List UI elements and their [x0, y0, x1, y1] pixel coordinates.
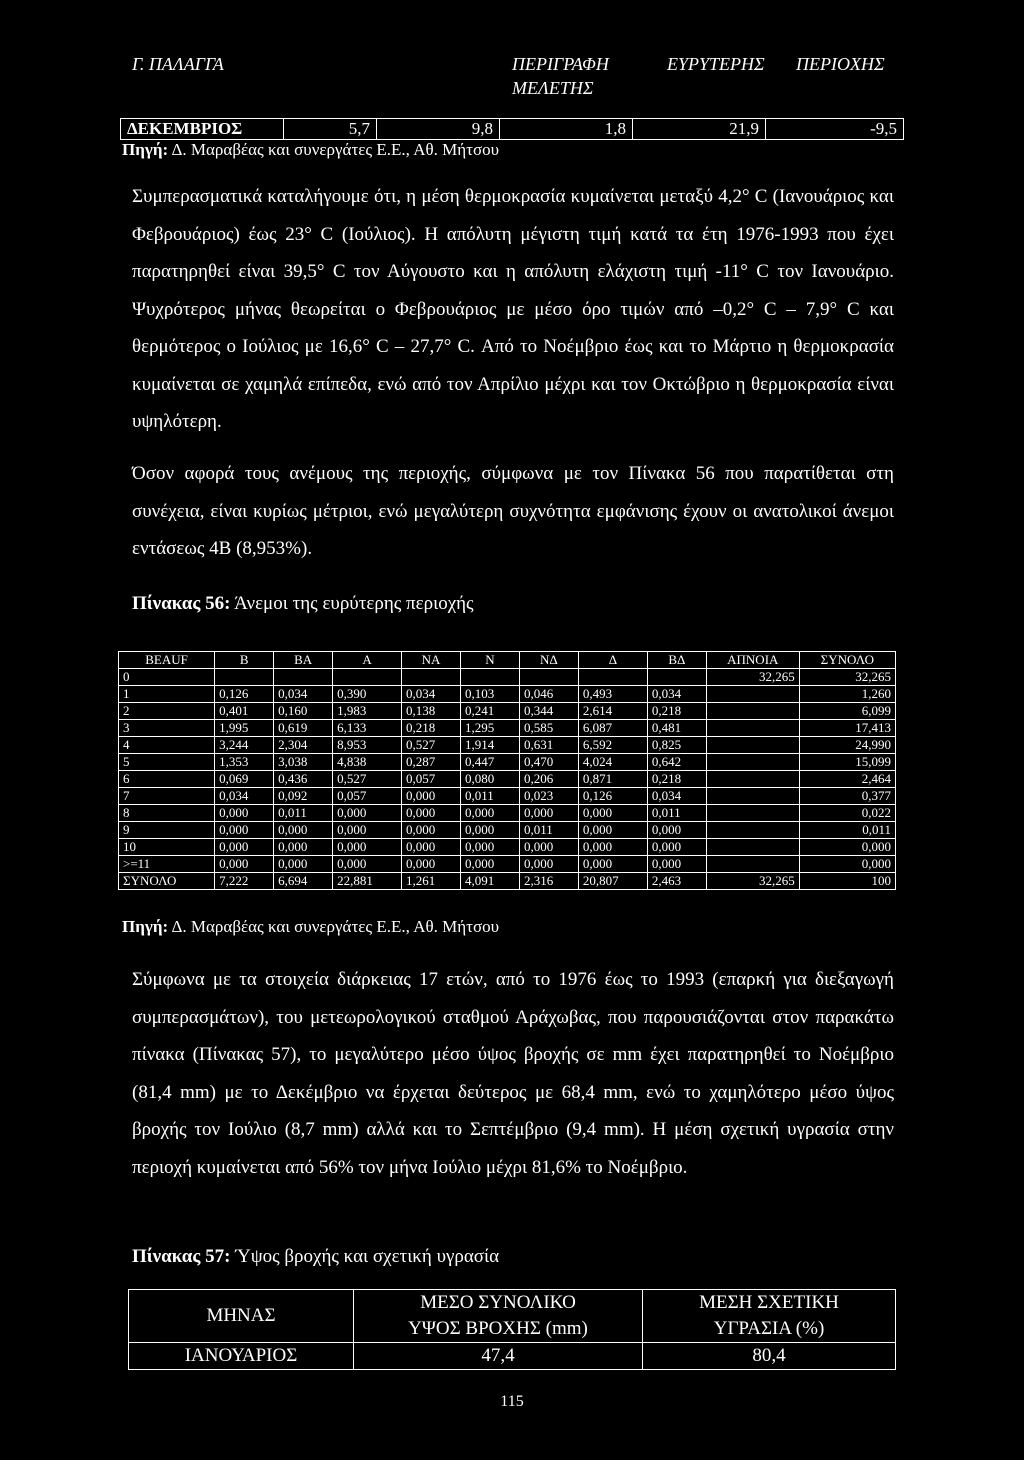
wind-value-cell: 6,099	[799, 703, 895, 720]
wind-value-cell	[706, 703, 799, 720]
wind-value-cell: 0,126	[215, 686, 274, 703]
wind-value-cell: 0,619	[274, 720, 333, 737]
wind-value-cell: 0,642	[647, 754, 706, 771]
wind-value-cell: 0,436	[274, 771, 333, 788]
wind-value-cell: 0,000	[215, 822, 274, 839]
wind-value-cell: 0,000	[461, 822, 520, 839]
wind-value-cell	[519, 669, 578, 686]
wind-value-cell: 0,022	[799, 805, 895, 822]
wind-value-cell: 4,091	[461, 873, 520, 890]
wind-value-cell: 0,481	[647, 720, 706, 737]
wind-value-cell: 32,265	[706, 669, 799, 686]
beaufort-cell: 0	[119, 669, 215, 686]
wind-value-cell: 0,527	[333, 771, 402, 788]
rain-table	[128, 1289, 896, 1370]
wind-header-cell: ΒΔ	[647, 652, 706, 669]
wind-table	[118, 651, 896, 890]
beaufort-cell: 10	[119, 839, 215, 856]
wind-value-cell: 0,218	[647, 771, 706, 788]
wind-value-cell: 6,592	[578, 737, 647, 754]
wind-value-cell: 0,218	[647, 703, 706, 720]
header-humidity-line1: ΜΕΣΗ ΣΧΕΤΙΚΗ	[699, 1292, 839, 1313]
wind-value-cell: 4,024	[578, 754, 647, 771]
wind-value-cell: 0,034	[215, 788, 274, 805]
table-row	[119, 873, 896, 890]
wind-value-cell: 0,390	[333, 686, 402, 703]
table-row	[119, 839, 896, 856]
wind-value-cell: 6,133	[333, 720, 402, 737]
wind-value-cell: 0,000	[274, 822, 333, 839]
wind-value-cell: 0,000	[799, 839, 895, 856]
wind-value-cell: 0,092	[274, 788, 333, 805]
wind-value-cell	[706, 686, 799, 703]
wind-value-cell: 0,011	[461, 788, 520, 805]
source-note-2	[122, 917, 499, 937]
wind-value-cell: 0,241	[461, 703, 520, 720]
paragraph-winds	[132, 455, 894, 568]
wind-value-cell: 0,000	[647, 856, 706, 873]
wind-value-cell: 0,377	[799, 788, 895, 805]
wind-value-cell: 0,470	[519, 754, 578, 771]
wind-value-cell: 4,838	[333, 754, 402, 771]
table-row	[119, 737, 896, 754]
caption-text: Ύψος βροχής και σχετική υγρασία	[230, 1246, 500, 1267]
beaufort-cell: 5	[119, 754, 215, 771]
wind-value-cell: 0,000	[647, 839, 706, 856]
table-row	[119, 805, 896, 822]
wind-value-cell: 0,871	[578, 771, 647, 788]
wind-value-cell: 0,000	[519, 839, 578, 856]
wind-value-cell: 0,000	[578, 839, 647, 856]
wind-value-cell: 0,000	[799, 856, 895, 873]
wind-value-cell: 0,218	[402, 720, 461, 737]
header-title-1	[512, 52, 609, 100]
wind-value-cell: 0,000	[215, 839, 274, 856]
wind-value-cell	[647, 669, 706, 686]
wind-value-cell: 0,000	[402, 839, 461, 856]
wind-value-cell: 2,463	[647, 873, 706, 890]
wind-value-cell	[706, 771, 799, 788]
table-row	[119, 720, 896, 737]
wind-value-cell	[706, 788, 799, 805]
wind-header-cell: ΒΑ	[274, 652, 333, 669]
value-cell: 21,9	[633, 119, 766, 140]
wind-value-cell: 0,000	[461, 839, 520, 856]
wind-value-cell: 32,265	[799, 669, 895, 686]
header-humidity-line2: ΥΓΡΑΣΙΑ (%)	[713, 1318, 825, 1339]
wind-value-cell: 1,914	[461, 737, 520, 754]
wind-value-cell: 100	[799, 873, 895, 890]
month-cell: ΔΕΚΕΜΒΡΙΟΣ	[121, 119, 284, 140]
wind-value-cell	[215, 669, 274, 686]
paragraph-temperature	[132, 178, 894, 441]
december-row-table	[120, 118, 904, 140]
value-cell: -9,5	[766, 119, 904, 140]
wind-value-cell: 0,000	[333, 839, 402, 856]
wind-value-cell: 3,038	[274, 754, 333, 771]
wind-value-cell: 0,160	[274, 703, 333, 720]
wind-value-cell: 0,000	[461, 856, 520, 873]
wind-value-cell: 0,527	[402, 737, 461, 754]
source-label: Πηγή:	[122, 917, 169, 936]
wind-header-cell: BEAUF	[119, 652, 215, 669]
wind-value-cell: 24,990	[799, 737, 895, 754]
wind-header-cell: ΝΔ	[519, 652, 578, 669]
table-row	[119, 771, 896, 788]
value-cell: 1,8	[500, 119, 633, 140]
wind-value-cell: 2,614	[578, 703, 647, 720]
wind-value-cell	[706, 856, 799, 873]
header-rain-line2: ΥΨΟΣ ΒΡΟΧΗΣ (mm)	[408, 1318, 588, 1339]
paragraph-text: Όσον αφορά τους ανέμους της περιοχής, σύμφωνα με τον Πίνακα 56 που παρατίθεται στη συνέχεια, είναι κυρίως μέτριοι, ενώ μεγαλύτερη συχνότητα εμφάνισης έχουν οι ανατολικοί άνεμοι εντάσεως 4Β (8,953%).	[132, 463, 894, 559]
paragraph-text: Συμπερασματικά καταλήγουμε ότι, η μέση θερμοκρασία κυμαίνεται μεταξύ 4,2° C (Ιανουάριος και Φεβρουάριος) έως 23° C (Ιούλιος). Η απόλυτη μέγιστη τιμή κατά τα έτη 1976-1993 που έχει παρατηρηθεί είναι 39,5° C τον Αύγουστο και η απόλυτη ελάχιστη τιμή -11° C τον Ιανουάριο. Ψυχρότερος μήνας θεωρείται ο Φεβρουάριος με μέσο όρο τιμών από –0,2° C – 7,9° C και θερμότερος ο Ιούλιος με 16,6° C – 27,7° C. Από το Νοέμβριο έως και το Μάρτιο η θερμοκρασία κυμαίνεται σε χαμηλά επίπεδα, ενώ από τον Απρίλιο μέχρι και τον Οκτώβριο η θερμοκρασία είναι υψηλότερη.	[132, 186, 894, 432]
header-author: Γ. ΠΑΛΑΓΓΑ	[132, 54, 224, 74]
wind-value-cell: 6,694	[274, 873, 333, 890]
table-row	[129, 1343, 896, 1370]
wind-value-cell: 6,087	[578, 720, 647, 737]
beaufort-cell: 4	[119, 737, 215, 754]
wind-value-cell: 0,011	[647, 805, 706, 822]
wind-value-cell: 0,000	[578, 856, 647, 873]
wind-value-cell: 0,000	[578, 822, 647, 839]
wind-value-cell: 0,000	[333, 822, 402, 839]
table-row	[119, 703, 896, 720]
wind-value-cell: 0,447	[461, 754, 520, 771]
wind-value-cell: 0,000	[274, 856, 333, 873]
wind-header-cell: Ν	[461, 652, 520, 669]
beaufort-cell: 9	[119, 822, 215, 839]
table-row	[119, 754, 896, 771]
wind-table-header	[119, 652, 896, 669]
wind-value-cell: 0,493	[578, 686, 647, 703]
wind-value-cell: 0,034	[647, 788, 706, 805]
rain-cell: 47,4	[354, 1343, 643, 1370]
wind-value-cell: 0,034	[402, 686, 461, 703]
wind-value-cell	[706, 839, 799, 856]
table-row	[119, 856, 896, 873]
rain-table-header	[129, 1290, 896, 1343]
wind-value-cell: 1,295	[461, 720, 520, 737]
wind-header-cell: ΣΥΝΟΛΟ	[799, 652, 895, 669]
beaufort-cell: ΣΥΝΟΛΟ	[119, 873, 215, 890]
value-cell: 9,8	[377, 119, 500, 140]
wind-value-cell: 0,825	[647, 737, 706, 754]
wind-value-cell	[706, 822, 799, 839]
wind-value-cell: 8,953	[333, 737, 402, 754]
paragraph-rainfall	[132, 961, 894, 1186]
wind-value-cell: 0,034	[647, 686, 706, 703]
beaufort-cell: 1	[119, 686, 215, 703]
header-title-1-line1: ΠΕΡΙΓΡΑΦΗ	[512, 54, 609, 74]
wind-value-cell	[333, 669, 402, 686]
wind-value-cell: 0,138	[402, 703, 461, 720]
wind-value-cell: 20,807	[578, 873, 647, 890]
wind-value-cell	[706, 754, 799, 771]
caption-label: Πίνακας 56:	[132, 593, 231, 614]
beaufort-cell: >=11	[119, 856, 215, 873]
beaufort-cell: 7	[119, 788, 215, 805]
wind-value-cell: 0,000	[215, 856, 274, 873]
wind-value-cell: 0,000	[519, 805, 578, 822]
value-cell: 5,7	[284, 119, 377, 140]
wind-header-cell: Δ	[578, 652, 647, 669]
wind-value-cell: 0,103	[461, 686, 520, 703]
wind-value-cell: 0,344	[519, 703, 578, 720]
wind-header-cell: ΝΑ	[402, 652, 461, 669]
wind-value-cell	[274, 669, 333, 686]
table-row	[119, 788, 896, 805]
wind-value-cell: 1,261	[402, 873, 461, 890]
wind-header-cell: ΑΠΝΟΙΑ	[706, 652, 799, 669]
source-note-1	[122, 140, 499, 160]
header-rain-line1: ΜΕΣΟ ΣΥΝΟΛΙΚΟ	[420, 1292, 576, 1313]
wind-value-cell: 7,222	[215, 873, 274, 890]
wind-value-cell: 0,057	[333, 788, 402, 805]
wind-value-cell: 0,000	[215, 805, 274, 822]
wind-value-cell: 0,000	[461, 805, 520, 822]
page-number: 115	[500, 1393, 524, 1410]
beaufort-cell: 2	[119, 703, 215, 720]
humidity-cell: 80,4	[643, 1343, 896, 1370]
wind-value-cell: 0,000	[402, 856, 461, 873]
wind-value-cell: 0,000	[402, 822, 461, 839]
wind-value-cell	[706, 805, 799, 822]
wind-value-cell: 0,000	[333, 805, 402, 822]
wind-value-cell: 0,046	[519, 686, 578, 703]
wind-value-cell: 0,057	[402, 771, 461, 788]
wind-value-cell: 0,401	[215, 703, 274, 720]
wind-value-cell: 0,000	[274, 839, 333, 856]
wind-value-cell: 0,069	[215, 771, 274, 788]
wind-value-cell: 15,099	[799, 754, 895, 771]
wind-value-cell: 1,995	[215, 720, 274, 737]
wind-value-cell: 0,206	[519, 771, 578, 788]
beaufort-cell: 6	[119, 771, 215, 788]
wind-value-cell: 22,881	[333, 873, 402, 890]
wind-value-cell	[461, 669, 520, 686]
beaufort-cell: 8	[119, 805, 215, 822]
wind-value-cell: 0,000	[333, 856, 402, 873]
wind-value-cell	[402, 669, 461, 686]
wind-value-cell: 2,304	[274, 737, 333, 754]
wind-value-cell: 0,000	[402, 805, 461, 822]
wind-value-cell: 2,316	[519, 873, 578, 890]
wind-value-cell: 1,983	[333, 703, 402, 720]
wind-value-cell: 0,287	[402, 754, 461, 771]
source-text: Δ. Μαραβέας και συνεργάτες Ε.Ε., Αθ. Μήτσου	[168, 917, 500, 936]
table-row	[121, 119, 904, 140]
header-title-2: ΕΥΡΥΤΕΡΗΣ	[667, 54, 765, 74]
wind-value-cell: 0,011	[799, 822, 895, 839]
wind-value-cell: 32,265	[706, 873, 799, 890]
table-row	[119, 669, 896, 686]
wind-value-cell: 0,631	[519, 737, 578, 754]
month-cell: ΙΑΝΟΥΑΡΙΟΣ	[129, 1343, 354, 1370]
wind-value-cell: 0,011	[274, 805, 333, 822]
wind-value-cell: 2,464	[799, 771, 895, 788]
caption-label: Πίνακας 57:	[132, 1246, 231, 1267]
table-row	[119, 822, 896, 839]
wind-value-cell: 17,413	[799, 720, 895, 737]
wind-value-cell	[706, 720, 799, 737]
wind-value-cell: 0,011	[519, 822, 578, 839]
wind-value-cell: 1,260	[799, 686, 895, 703]
wind-header-cell: Β	[215, 652, 274, 669]
wind-value-cell: 0,000	[578, 805, 647, 822]
table-57-caption	[132, 1246, 499, 1268]
wind-value-cell	[706, 737, 799, 754]
header-month: ΜΗΝΑΣ	[129, 1290, 354, 1343]
wind-value-cell: 0,000	[519, 856, 578, 873]
wind-value-cell: 0,585	[519, 720, 578, 737]
wind-value-cell: 0,000	[402, 788, 461, 805]
source-label: Πηγή:	[122, 140, 169, 159]
wind-value-cell: 0,034	[274, 686, 333, 703]
caption-text: Άνεμοι της ευρύτερης περιοχής	[230, 593, 474, 614]
wind-value-cell	[578, 669, 647, 686]
wind-value-cell: 1,353	[215, 754, 274, 771]
header-title-3: ΠΕΡΙΟΧΗΣ	[796, 54, 885, 74]
wind-value-cell: 0,126	[578, 788, 647, 805]
paragraph-text: Σύμφωνα με τα στοιχεία διάρκειας 17 ετών, από το 1976 έως το 1993 (επαρκή για διεξαγωγή συμπερασμάτων), του μετεωρολογικού σταθμού Αράχωβας, που παρουσιάζονται στον παρακάτω πίνακα (Πίνακας 57), το μεγαλύτερο μέσο ύψος βροχής σε mm έχει παρατηρηθεί το Νοέμβριο (81,4 mm) με το Δεκέμβριο να έρχεται δεύτερος με 68,4 mm, ενώ το χαμηλότερο μέσο ύψος βροχής τον Ιούλιο (8,7 mm) αλλά και το Σεπτέμβριο (9,4 mm). Η μέση σχετική υγρασία στην περιοχή κυμαίνεται από 56% τον μήνα Ιούλιο μέχρι 81,6% το Νοέμβριο.	[132, 969, 894, 1178]
wind-value-cell: 0,000	[647, 822, 706, 839]
header-rain	[354, 1290, 643, 1343]
beaufort-cell: 3	[119, 720, 215, 737]
table-row	[119, 686, 896, 703]
wind-value-cell: 0,080	[461, 771, 520, 788]
wind-value-cell: 0,023	[519, 788, 578, 805]
table-56-caption	[132, 593, 474, 615]
header-humidity	[643, 1290, 896, 1343]
source-text: Δ. Μαραβέας και συνεργάτες Ε.Ε., Αθ. Μήτσου	[168, 140, 500, 159]
header-title-1-line2: ΜΕΛΕΤΗΣ	[512, 78, 594, 98]
wind-value-cell: 3,244	[215, 737, 274, 754]
wind-header-cell: Α	[333, 652, 402, 669]
